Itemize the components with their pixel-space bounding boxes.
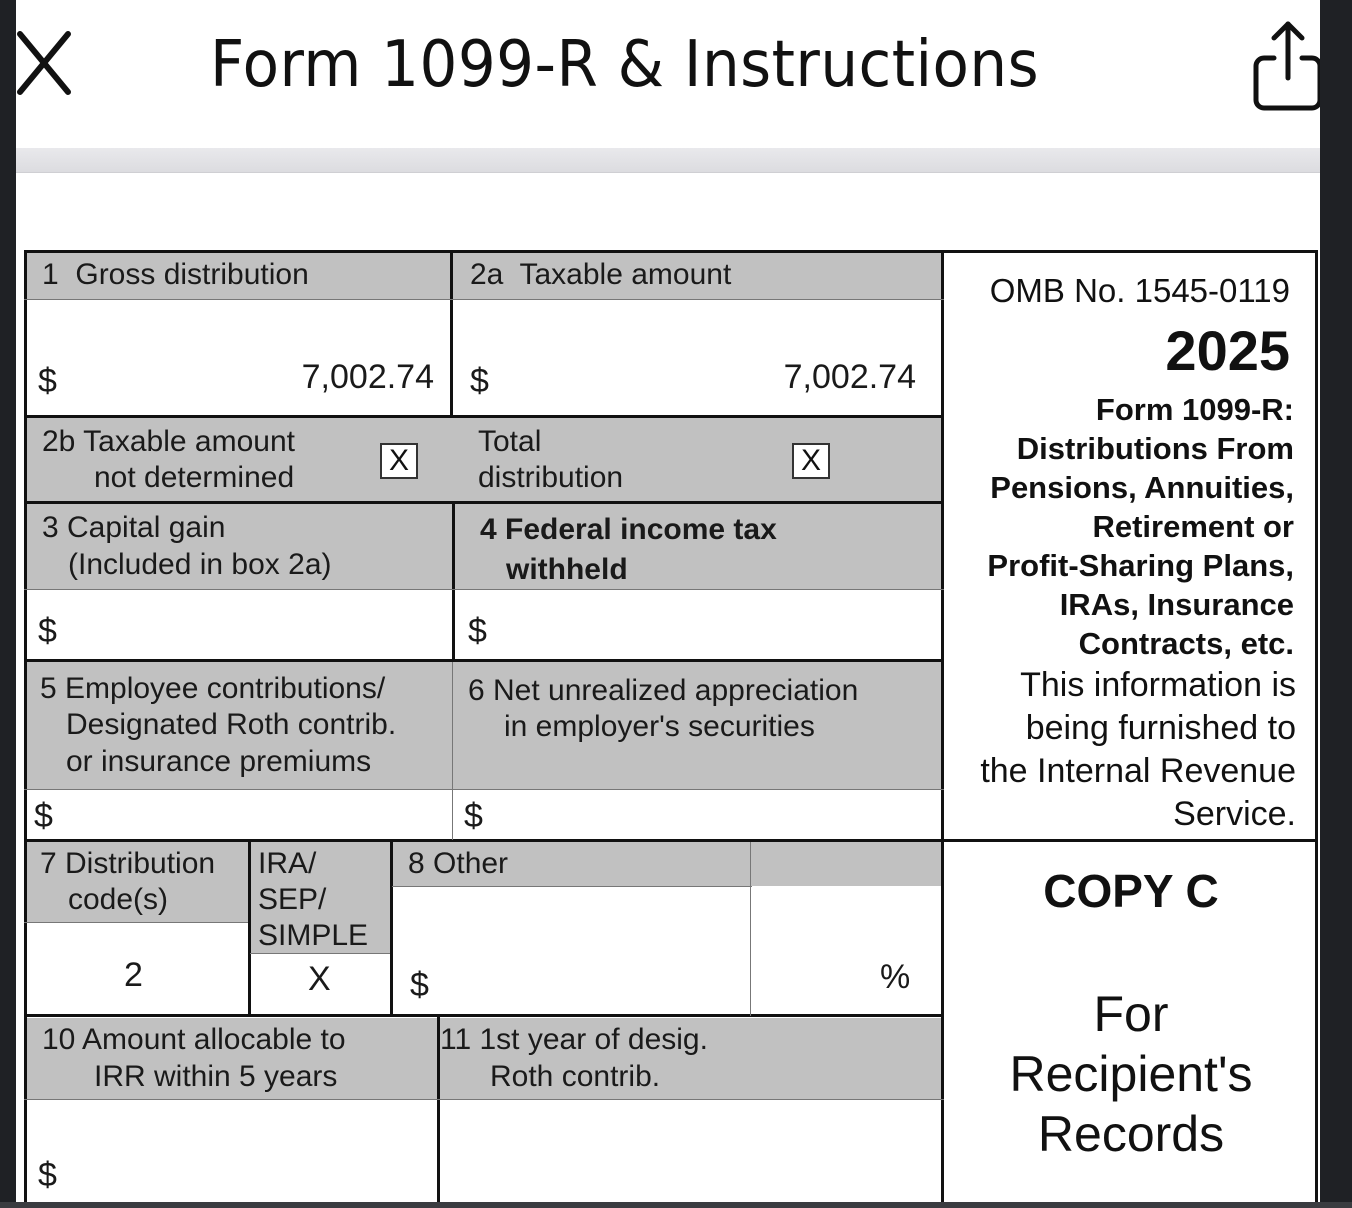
total-distribution-label-line1: Total <box>478 425 542 458</box>
header-divider <box>16 148 1320 173</box>
box8-currency: $ <box>410 966 429 1004</box>
box7-label-line1: 7 Distribution <box>40 847 216 880</box>
box3-label-line2: (Included in box 2a) <box>68 548 332 581</box>
box8-label: 8 Other <box>408 847 509 880</box>
ira-label-line3: SIMPLE <box>258 919 369 952</box>
share-button[interactable] <box>1252 18 1320 114</box>
form-title-line: Retirement or <box>1092 509 1294 544</box>
irs-notice-line: the Internal Revenue <box>980 752 1296 790</box>
share-icon <box>1252 18 1320 114</box>
box11-label-line2: Roth contrib. <box>490 1060 661 1093</box>
copy-purpose-line: For <box>1093 986 1169 1042</box>
box5-label-line3: or insurance premiums <box>66 745 372 778</box>
copy-purpose-line: Recipient's <box>1009 1046 1253 1102</box>
form-title-line: Profit-Sharing Plans, <box>987 548 1294 583</box>
irs-notice-line: This information is <box>1020 666 1296 704</box>
box6-currency: $ <box>464 797 483 835</box>
total-distribution-checkbox[interactable]: X <box>792 443 830 479</box>
form-year: 2025 <box>1165 319 1290 382</box>
box10-label-line1: 10 Amount allocable to <box>42 1023 346 1056</box>
copy-purpose-line: Records <box>1037 1106 1225 1162</box>
form-title-line: Distributions From <box>1016 431 1294 466</box>
box10-label-line2: IRR within 5 years <box>94 1060 338 1093</box>
box2b-label-line1: 2b Taxable amount <box>42 425 295 458</box>
bottom-bar <box>0 1202 1352 1208</box>
box2b-checkbox[interactable]: X <box>380 443 418 479</box>
box5-currency: $ <box>34 797 53 835</box>
box3-currency: $ <box>38 612 57 650</box>
form-title-line: IRAs, Insurance <box>1059 587 1294 622</box>
box7-label-line2: code(s) <box>68 883 169 916</box>
box2a-value: 7,002.74 <box>783 358 916 396</box>
form-title-line: Pensions, Annuities, <box>990 470 1294 505</box>
box1-label: 1 Gross distribution <box>42 258 309 291</box>
close-button[interactable] <box>16 30 72 96</box>
form-title-line: Contracts, etc. <box>1078 626 1294 661</box>
ira-label-line1: IRA/ <box>258 847 317 880</box>
irs-notice-line: Service. <box>1173 795 1296 833</box>
box8-percent: % <box>880 958 911 996</box>
irs-notice <box>944 664 1296 836</box>
box3-label-line1: 3 Capital gain <box>42 511 226 544</box>
ira-value: X <box>308 960 331 998</box>
box4-label-line2: withheld <box>506 553 628 586</box>
box2b-label-line2: not determined <box>94 461 295 494</box>
close-icon <box>16 30 72 96</box>
irs-notice-line: being furnished to <box>1025 709 1296 747</box>
box4-currency: $ <box>468 612 487 650</box>
box7-value: 2 <box>124 956 143 994</box>
form-title <box>944 390 1294 663</box>
box5-label-line2: Designated Roth contrib. <box>66 708 397 741</box>
box4-label-line1: 4 Federal income tax <box>480 513 777 546</box>
box1-value: 7,002.74 <box>301 358 434 396</box>
omb-number: OMB No. 1545-0119 <box>989 272 1290 309</box>
document-viewer <box>16 0 1320 1202</box>
box1-currency: $ <box>38 362 57 400</box>
box2a-currency: $ <box>470 362 489 400</box>
copy-title: COPY C <box>1043 865 1219 917</box>
box6-label-line2: in employer's securities <box>504 710 815 743</box>
box6-label-line1: 6 Net unrealized appreciation <box>468 674 859 707</box>
page-title: Form 1099-R & Instructions <box>210 28 1040 102</box>
viewer-header <box>16 0 1320 148</box>
box5-label-line1: 5 Employee contributions/ <box>40 672 386 705</box>
ira-label-line2: SEP/ <box>258 883 327 916</box>
box11-label-line1: 11 1st year of desig. <box>440 1023 708 1056</box>
form-title-line: Form 1099-R: <box>1095 392 1294 427</box>
copy-purpose <box>944 984 1318 1164</box>
box10-currency: $ <box>38 1156 57 1194</box>
total-distribution-label-line2: distribution <box>478 461 624 494</box>
box2a-label: 2a Taxable amount <box>470 258 732 291</box>
